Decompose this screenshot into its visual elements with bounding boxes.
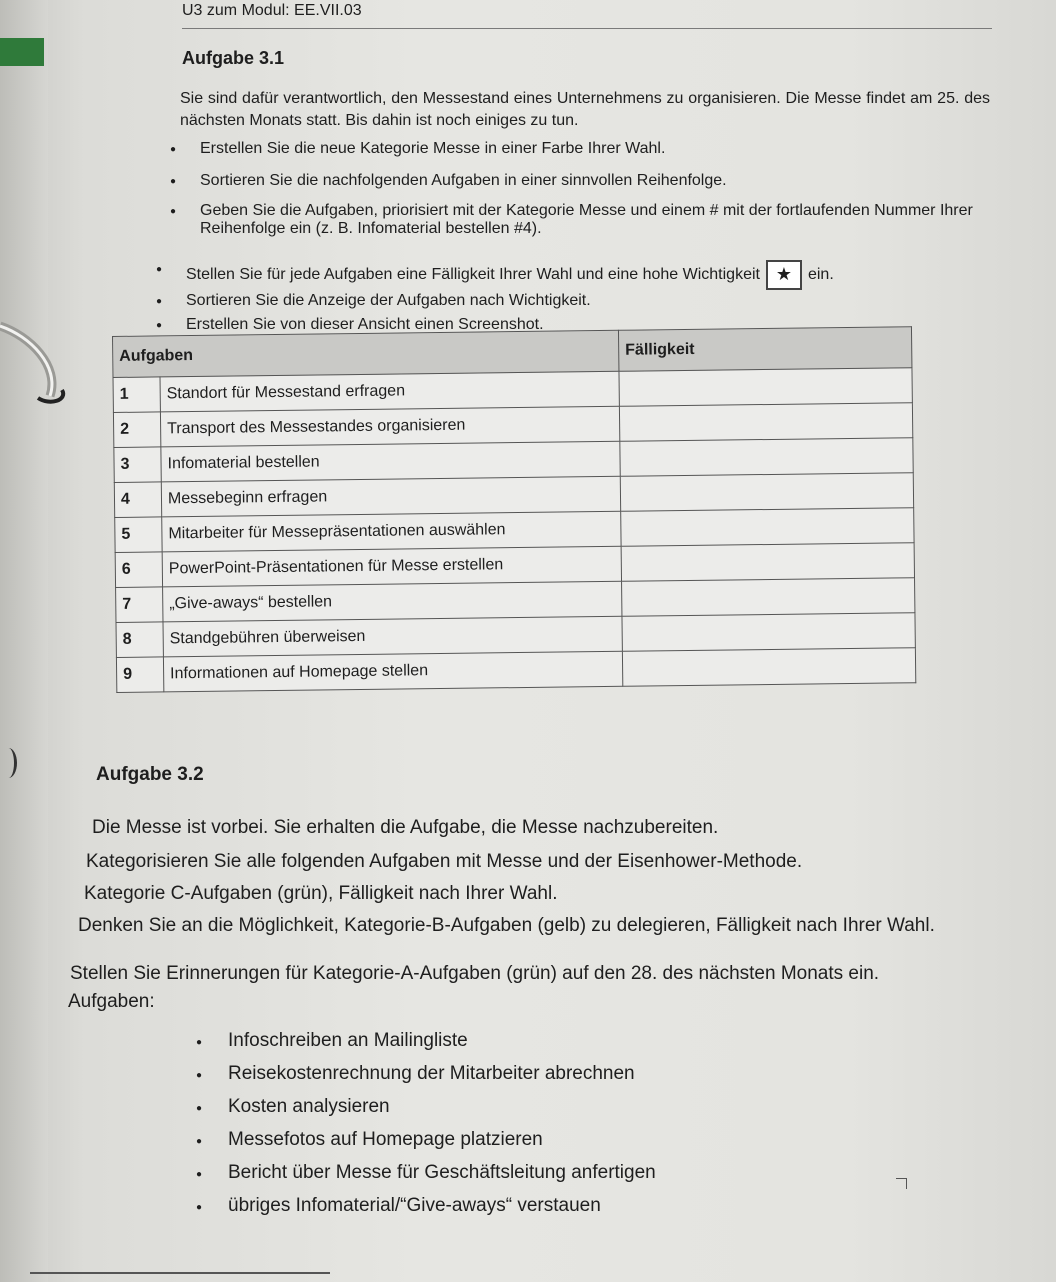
column-header-due: Fälligkeit	[618, 327, 911, 372]
row-task: Messebeginn erfragen	[161, 476, 620, 517]
task2-title: Aufgabe 3.2	[96, 764, 204, 785]
list-item: ● Sortieren Sie die Anzeige der Aufgaben nach Wichtigkeit.	[156, 292, 986, 316]
row-task: Infomaterial bestellen	[161, 441, 620, 482]
binder-tab	[0, 38, 44, 66]
row-task: Standgebühren überweisen	[163, 616, 622, 657]
row-task: PowerPoint-Präsentationen für Messe erstellen	[162, 546, 621, 587]
binder-ring-icon	[0, 316, 72, 406]
list-item: ● Erstellen Sie die neue Kategorie Messe in einer Farbe Ihrer Wahl.	[170, 140, 990, 172]
star-icon: ★	[766, 260, 802, 290]
binder-ring-lower-icon	[0, 748, 17, 778]
row-task: Mitarbeiter für Messepräsentationen auswählen	[162, 511, 621, 552]
row-number: 5	[115, 517, 162, 553]
binder-edge	[0, 0, 48, 1282]
task2-line: Denken Sie an die Möglichkeit, Kategorie-B-Aufgaben (gelb) zu delegieren, Fälligkeit nach Ihrer Wahl.	[78, 915, 935, 936]
task1-intro: Sie sind dafür verantwortlich, den Messestand eines Unternehmens zu organisieren. Die Messe findet am 25. des nächsten Monats statt. Bis dahin ist noch einiges zu tun.	[180, 90, 990, 130]
importance-text: Stellen Sie für jede Aufgaben eine Fälligkeit Ihrer Wahl und eine hohe Wichtigkeit	[186, 266, 760, 284]
row-number: 9	[116, 657, 163, 693]
footer-divider	[30, 1272, 330, 1274]
row-due	[620, 438, 913, 477]
task2-line: Stellen Sie Erinnerungen für Kategorie-A-Aufgaben (grün) auf den 28. des nächsten Monats ein.	[70, 963, 880, 984]
list-item: ● Kosten analysieren	[196, 1096, 896, 1129]
list-item: ● Reisekostenrechnung der Mitarbeiter abrechnen	[196, 1063, 896, 1096]
row-task: Transport des Messestandes organisieren	[160, 406, 619, 447]
column-header-tasks: Aufgaben	[113, 330, 619, 377]
row-number: 3	[114, 447, 161, 483]
importance-suffix: ein.	[807, 266, 834, 284]
task2-line: Aufgaben:	[68, 991, 155, 1012]
row-due	[622, 613, 915, 652]
row-due	[622, 578, 915, 617]
list-item: ● Sortieren Sie die nachfolgenden Aufgaben in einer sinnvollen Reihenfolge.	[170, 172, 990, 202]
row-due	[621, 543, 914, 582]
row-number: 4	[114, 482, 161, 518]
list-item: ● Messefotos auf Homepage platzieren	[196, 1129, 896, 1162]
row-task: Standort für Messestand erfragen	[160, 371, 619, 412]
task2-line: Die Messe ist vorbei. Sie erhalten die Aufgabe, die Messe nachzubereiten.	[92, 817, 719, 838]
task1-bullet-list	[170, 140, 990, 258]
row-due	[622, 648, 915, 687]
list-item: ● Erstellen Sie von dieser Ansicht einen Screenshot.	[156, 316, 986, 340]
row-due	[619, 368, 912, 407]
row-due	[621, 508, 914, 547]
list-item: ● Geben Sie die Aufgaben, priorisiert mit der Kategorie Messe und einem # mit der fortlaufenden Nummer Ihrer Reihenfolge ein (z. B. Infomaterial bestellen #4).	[170, 202, 990, 258]
list-item: ● Infoschreiben an Mailingliste	[196, 1030, 896, 1063]
row-number: 6	[115, 552, 162, 588]
module-header: U3 zum Modul: EE.VII.03	[182, 2, 362, 19]
row-task: Informationen auf Homepage stellen	[163, 651, 622, 692]
pen-mark	[896, 1178, 907, 1189]
row-number: 8	[116, 622, 163, 658]
header-divider	[182, 28, 992, 29]
list-item: ● Bericht über Messe für Geschäftsleitung anfertigen	[196, 1162, 896, 1195]
row-number: 1	[113, 377, 160, 413]
row-number: 7	[116, 587, 163, 623]
task2-bullet-list	[196, 1030, 896, 1228]
task2-line: Kategorisieren Sie alle folgenden Aufgaben mit Messe und der Eisenhower-Methode.	[86, 851, 803, 872]
row-number: 2	[113, 412, 160, 448]
row-due	[620, 473, 913, 512]
row-task: „Give-aways“ bestellen	[163, 581, 622, 622]
list-item	[156, 260, 986, 292]
list-item: ● übriges Infomaterial/“Give-aways“ verstauen	[196, 1195, 896, 1228]
task-table	[112, 326, 916, 693]
task1-title: Aufgabe 3.1	[182, 48, 285, 68]
row-due	[619, 403, 912, 442]
task2-line: Kategorie C-Aufgaben (grün), Fälligkeit nach Ihrer Wahl.	[84, 883, 558, 904]
